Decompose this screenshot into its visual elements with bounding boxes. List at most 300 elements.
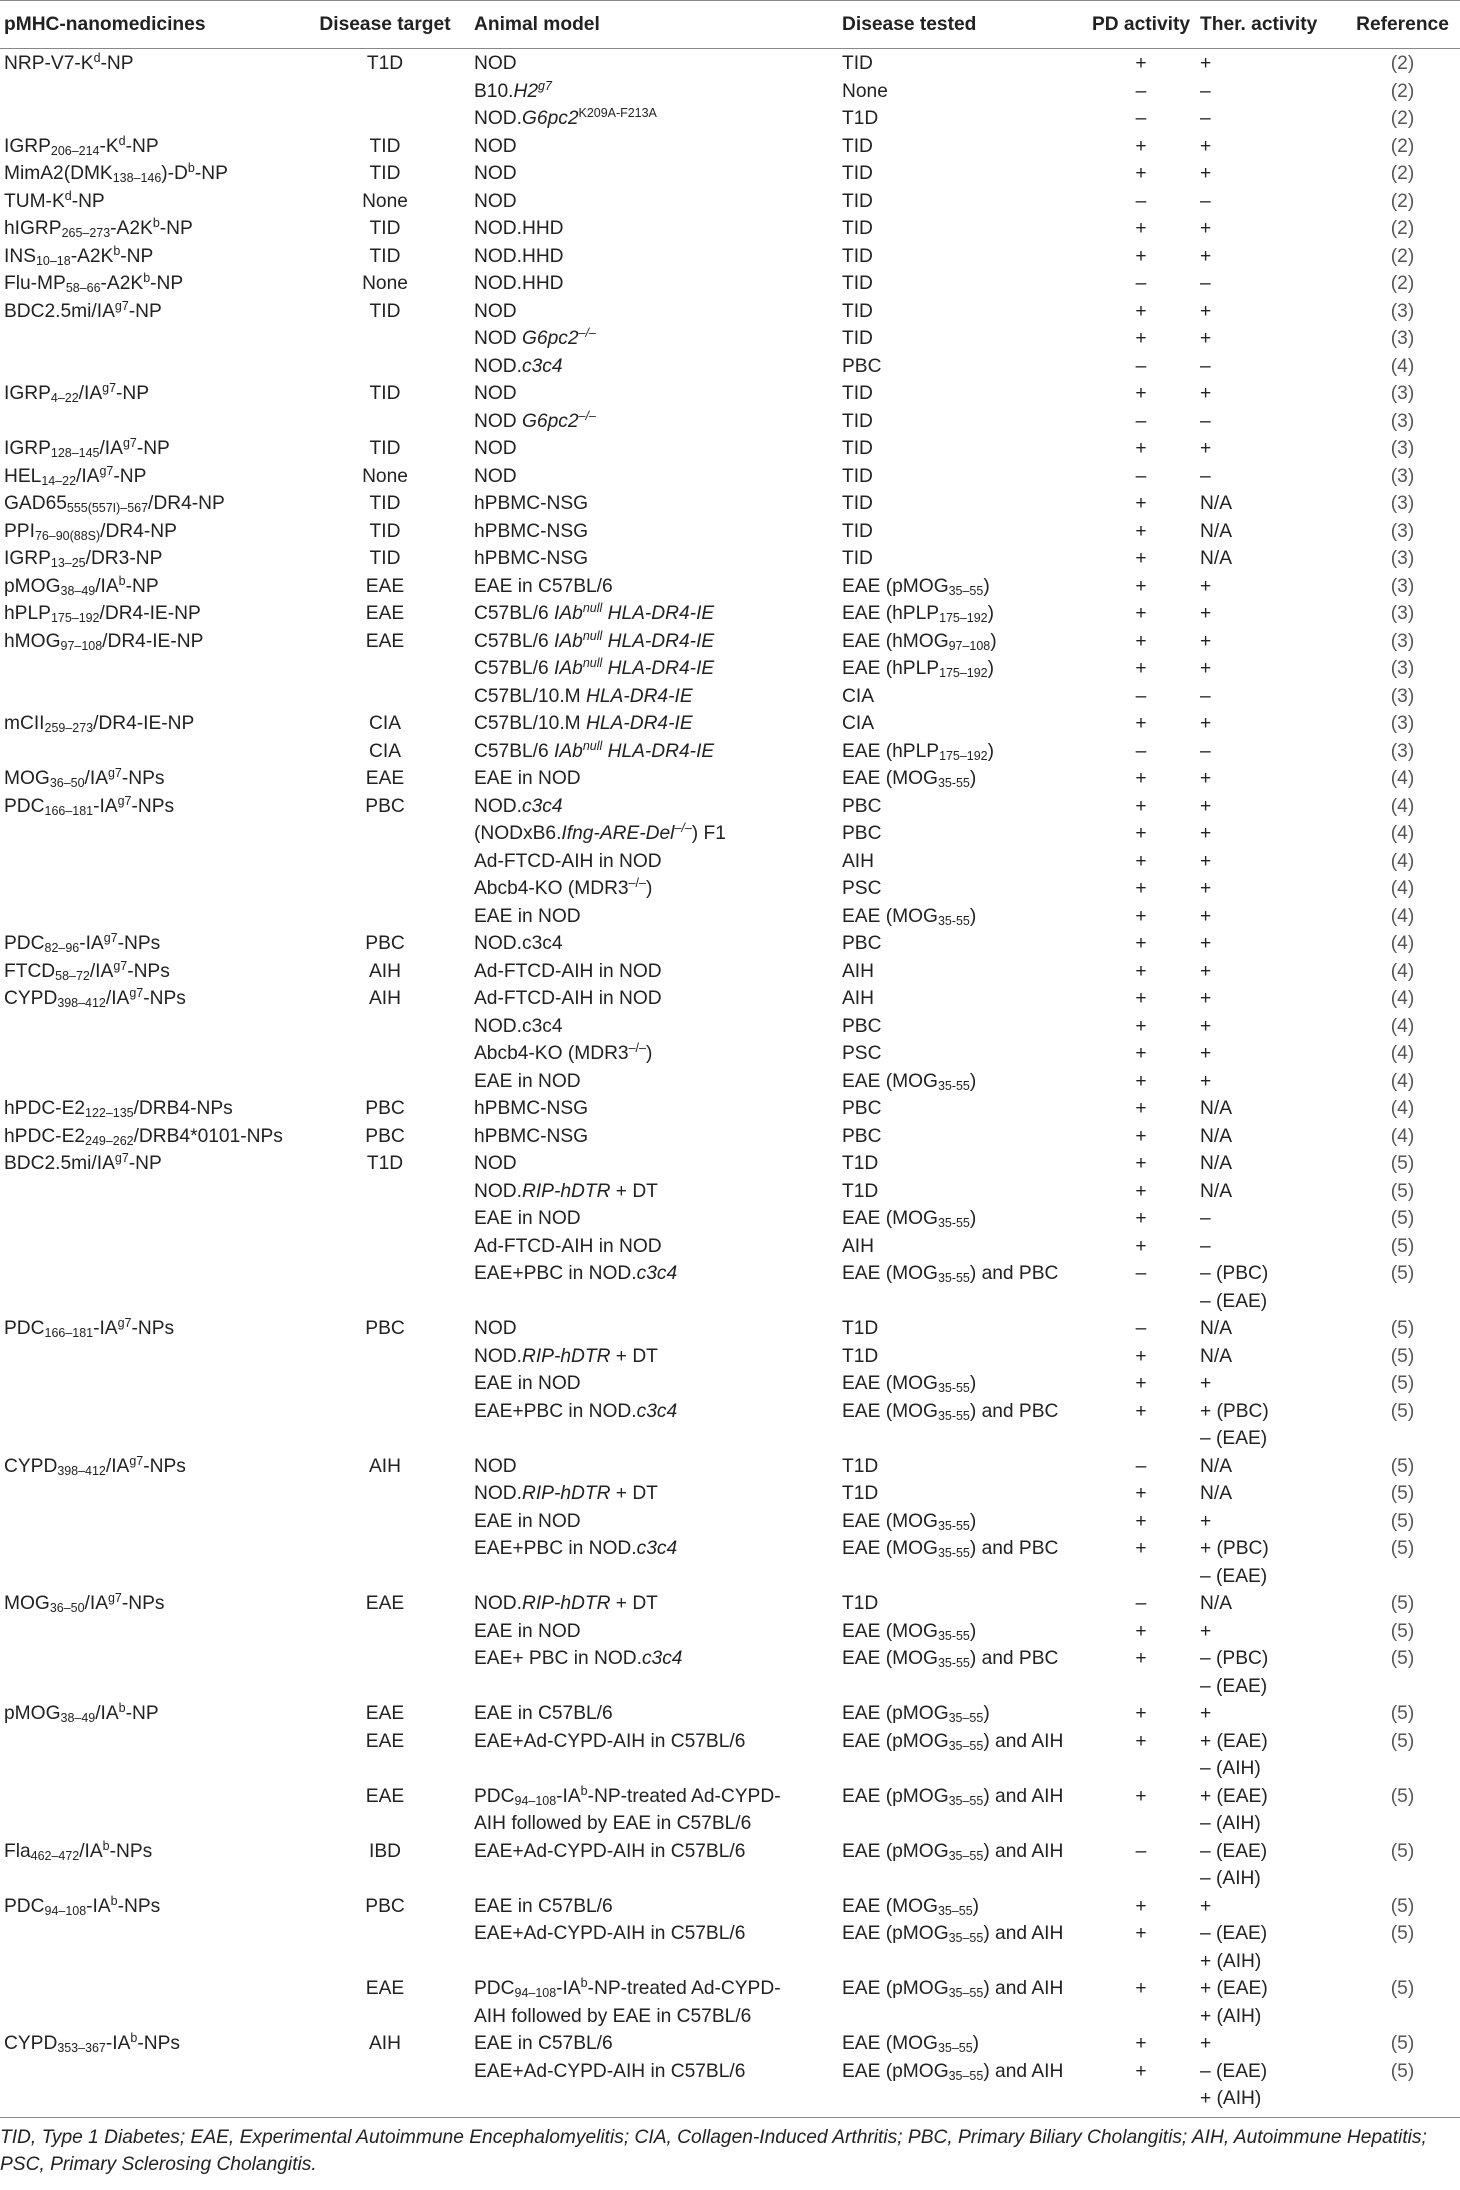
cell-disease-tested: EAE (pMOG$_{35-55}$) and AIH: [842, 1978, 1064, 2001]
cell-ther-activity: N/A: [1200, 1180, 1232, 1202]
cell-pd-activity: –: [1135, 108, 1147, 129]
table-body: [0, 49, 1460, 2113]
cell-ther-activity: +: [1200, 630, 1212, 652]
cell-disease-target: PBC: [365, 1318, 405, 1339]
cell-animal-model: $B10.H2^{g7}$: [474, 78, 552, 102]
cell-animal-model: NOD: [474, 438, 517, 459]
cell-ther-activity: +: [1200, 1043, 1212, 1064]
table-row: [0, 1233, 1460, 1261]
cell-animal-model: NOD G6pc2–/–: [474, 408, 596, 432]
cell-ther-activity: – (PBC) – (EAE): [1200, 1263, 1269, 1312]
cell-animal-model: NOD: [474, 135, 517, 157]
cell-disease-tested: PSC: [842, 1043, 882, 1064]
table-row: [0, 1590, 1460, 1618]
cell-disease-tested: EAE (pMOG$_{35-55}$) and AIH: [842, 1923, 1064, 1946]
cell-disease-tested: EAE $(MOG_{35-55})$: [842, 1510, 977, 1533]
cell-reference: (5): [1390, 2060, 1415, 2082]
cell-disease-tested: EAE (hPLP$_{175-192}$): [842, 658, 994, 681]
cell-animal-model: NOD: [474, 300, 517, 322]
cell-pd-activity: +: [1135, 2033, 1147, 2054]
cell-disease-target: AIH: [369, 2033, 401, 2054]
cell-disease-tested: EAE (pMOG$_{35-55}$) and AIH: [842, 2060, 1064, 2083]
cell-pd-activity: +: [1135, 1538, 1147, 1559]
cell-reference: (3): [1390, 630, 1415, 652]
table-row: [0, 903, 1460, 931]
cell-animal-model: NOD.HHD: [474, 218, 564, 239]
cell-reference: (3): [1390, 438, 1415, 459]
cell-pd-activity: +: [1135, 1730, 1147, 1752]
cell-pd-activity: +: [1135, 383, 1147, 404]
cell-pd-activity: +: [1135, 933, 1147, 954]
cell-reference: (2): [1390, 80, 1415, 102]
cell-ther-activity: +: [1200, 383, 1212, 404]
cell-pmhc: $CYPD_{398-412}/IA^{g7}$-NPs: [4, 1453, 186, 1478]
cell-ther-activity: +: [1200, 575, 1212, 597]
cell-pmhc: hPDC-$E2_{249-262}/DRB4*0101$-NPs: [4, 1125, 283, 1148]
cell-pmhc: $MimA2(DMK_{138-146})-D^b-NP$: [4, 161, 228, 186]
cell-ther-activity: + (PBC) – (EAE): [1200, 1400, 1269, 1449]
cell-animal-model: EAE+Ad-CYPD-AIH in C57BL/6: [474, 1840, 746, 1862]
cell-ther-activity: N/A: [1200, 520, 1232, 542]
cell-ther-activity: +: [1200, 300, 1212, 322]
cell-animal-model: EAE in C57BL/6: [474, 575, 613, 597]
cell-pd-activity: +: [1135, 1373, 1147, 1394]
cell-ther-activity: –: [1200, 410, 1211, 432]
cell-disease-tested: EAE $(MOG_{35-55})$: [842, 2033, 980, 2056]
cell-pmhc: [0, 1398, 300, 1453]
cell-disease-target: [300, 1370, 470, 1398]
cell-disease-target: [300, 1205, 470, 1233]
table-row: [0, 2058, 1460, 2113]
cell-reference: (2): [1390, 190, 1415, 212]
cell-pmhc: [0, 105, 300, 133]
cell-reference: (3): [1390, 493, 1415, 514]
cell-reference: (4): [1390, 988, 1415, 1009]
cell-disease-tested: EAE $(MOG_{35-55})$: [842, 1620, 977, 1643]
cell-disease-tested: EAE $(MOG_{35-55})$ and PBC: [842, 1648, 1059, 1671]
table-row: [0, 49, 1460, 78]
cell-pmhc: $pMOG_{38-49}/IA^b-NP$: [4, 573, 159, 598]
table-row: [0, 298, 1460, 326]
table-footnote: TID, Type 1 Diabetes; EAE, Experimental Autoimmune Encephalomyelitis; CIA, Collagen-Induced Arthritis; PBC, Primary Biliary Cholangitis; AIH, Autoimmune Hepatitis; PSC, Primary Sclerosing Cholangitis.: [0, 2117, 1460, 2178]
table-row: [0, 738, 1460, 766]
cell-ther-activity: +: [1200, 1373, 1212, 1394]
cell-pd-activity: +: [1135, 1180, 1147, 1202]
cell-pd-activity: +: [1135, 1648, 1147, 1669]
cell-disease-target: TID: [369, 438, 401, 459]
cell-ther-activity: +: [1200, 1070, 1212, 1092]
cell-ther-activity: N/A: [1200, 1125, 1232, 1147]
cell-pd-activity: +: [1135, 630, 1147, 652]
cell-disease-tested: T1D: [842, 1455, 879, 1477]
cell-ther-activity: +: [1200, 135, 1212, 157]
cell-disease-target: TID: [369, 245, 401, 267]
cell-animal-model: C57BL/10.M HLA-DR4-IE: [474, 685, 693, 707]
cell-disease-tested: TID: [842, 383, 873, 404]
table-row: [0, 958, 1460, 986]
cell-pd-activity: +: [1135, 1703, 1147, 1724]
cell-disease-tested: EAE $(MOG_{35-55})$: [842, 1373, 977, 1396]
cell-reference: (5): [1390, 1620, 1415, 1642]
cell-disease-tested: EAE (pMOG$_{35-55}$) and AIH: [842, 1730, 1064, 1753]
cell-reference: (4): [1390, 878, 1415, 899]
cell-disease-tested: TID: [842, 520, 873, 542]
cell-animal-model: NOD.HHD: [474, 273, 564, 294]
cell-ther-activity: +: [1200, 1015, 1212, 1037]
cell-disease-target: AIH: [369, 1455, 401, 1477]
cell-ther-activity: +: [1200, 245, 1212, 267]
cell-disease-tested: EAE $(MOG_{35-55})$: [842, 1208, 977, 1231]
cell-disease-tested: T1D: [842, 1483, 879, 1504]
cell-ther-activity: –: [1200, 1208, 1211, 1229]
header-animal-model: Animal model: [470, 1, 838, 49]
cell-disease-target: [300, 1535, 470, 1590]
cell-disease-target: None: [362, 190, 408, 212]
cell-disease-tested: CIA: [842, 685, 874, 707]
cell-pmhc: [0, 1178, 300, 1206]
cell-animal-model: EAE in NOD: [474, 1620, 581, 1642]
cell-disease-target: CIA: [369, 740, 401, 762]
cell-pd-activity: +: [1135, 603, 1147, 624]
cell-disease-target: PBC: [365, 933, 405, 954]
cell-pd-activity: +: [1135, 1098, 1147, 1119]
cell-disease-target: TID: [369, 218, 401, 239]
table-row: [0, 1535, 1460, 1590]
cell-disease-target: TID: [369, 520, 401, 542]
cell-ther-activity: N/A: [1200, 1098, 1232, 1119]
cell-disease-tested: TID: [842, 218, 873, 239]
cell-pmhc: [0, 1205, 300, 1233]
cell-animal-model: $PDC_{94-108}-IA^b-NP$-treated Ad-CYPD- AIH followed by EAE in C57BL/6: [474, 1783, 781, 1834]
table-row: [0, 985, 1460, 1013]
cell-animal-model: EAE+PBC in NOD.c3c4: [474, 1263, 678, 1284]
table-row: [0, 655, 1460, 683]
cell-animal-model: hPBMC-NSG: [474, 493, 589, 514]
cell-pmhc: [0, 1013, 300, 1041]
table-row: [0, 408, 1460, 436]
cell-pmhc: [0, 1920, 300, 1975]
table-row: [0, 1398, 1460, 1453]
cell-disease-target: [300, 655, 470, 683]
cell-pd-activity: +: [1135, 328, 1147, 349]
cell-pmhc: [0, 1480, 300, 1508]
cell-disease-target: None: [362, 465, 408, 487]
cell-ther-activity: –: [1200, 1235, 1211, 1257]
cell-disease-target: [300, 1508, 470, 1536]
cell-pmhc: [0, 325, 300, 353]
table-header-row: [0, 1, 1460, 49]
cell-disease-target: [300, 1040, 470, 1068]
cell-ther-activity: +: [1200, 768, 1212, 789]
cell-reference: (4): [1390, 355, 1415, 377]
cell-ther-activity: –: [1200, 685, 1211, 707]
cell-pmhc: [0, 408, 300, 436]
cell-pd-activity: –: [1135, 685, 1147, 707]
cell-reference: (5): [1390, 1455, 1415, 1477]
cell-animal-model: Abcb4-KO (MDR3–/–): [474, 1041, 653, 1064]
cell-animal-model: NOD G6pc2–/–: [474, 326, 596, 349]
cell-reference: (5): [1390, 2033, 1415, 2054]
cell-reference: (4): [1390, 823, 1415, 844]
cell-pmhc: hPDC-$E2_{122-135}/DRB4$-NPs: [4, 1098, 233, 1121]
cell-disease-target: TID: [369, 493, 401, 514]
cell-ther-activity: + (EAE) + (AIH): [1200, 1978, 1268, 2027]
cell-pmhc: [0, 1975, 300, 2030]
table-row: [0, 820, 1460, 848]
header-disease-tested: Disease tested: [838, 1, 1086, 49]
cell-reference: (3): [1390, 548, 1415, 569]
cell-disease-target: IBD: [369, 1840, 401, 1862]
cell-pd-activity: +: [1135, 1153, 1147, 1174]
cell-animal-model: EAE in NOD: [474, 1510, 581, 1532]
cell-reference: (2): [1390, 218, 1415, 239]
cell-reference: (5): [1390, 1895, 1415, 1917]
cell-reference: (3): [1390, 575, 1415, 597]
cell-animal-model: Ad-FTCD-AIH in NOD: [474, 988, 662, 1009]
cell-reference: (3): [1390, 685, 1415, 707]
cell-pmhc: NRP-$V7-K^d-NP$: [4, 51, 134, 74]
cell-disease-target: AIH: [369, 960, 401, 982]
cell-pmhc: [0, 1618, 300, 1646]
cell-reference: (3): [1390, 740, 1415, 762]
cell-animal-model: NOD.c3c4: [474, 1015, 563, 1037]
cell-animal-model: NOD: [474, 190, 517, 212]
table-row: [0, 1040, 1460, 1068]
cell-animal-model: NOD.c3c4: [474, 355, 563, 377]
table-row: [0, 1150, 1460, 1178]
cell-pmhc: $PDC_{94-108}-IA^b$-NPs: [4, 1893, 161, 1918]
cell-pd-activity: +: [1135, 575, 1147, 597]
cell-pmhc: [0, 683, 300, 711]
cell-pmhc: [0, 903, 300, 931]
cell-disease-tested: TID: [842, 465, 873, 487]
cell-pd-activity: +: [1135, 1043, 1147, 1064]
cell-animal-model: NOD.c3c4: [474, 933, 563, 954]
cell-ther-activity: – (PBC) – (EAE): [1200, 1648, 1269, 1697]
cell-pmhc: [0, 848, 300, 876]
cell-pmhc: $MOG_{36-50}/IA^{g7}$-NPs: [4, 766, 165, 791]
table-row: [0, 160, 1460, 188]
cell-ther-activity: –: [1200, 190, 1211, 212]
cell-disease-target: PBC: [365, 1125, 405, 1147]
cell-ther-activity: +: [1200, 328, 1212, 349]
cell-pmhc: $PDC_{166-181}-IA^{g7}$-NPs: [4, 1316, 175, 1341]
cell-ther-activity: +: [1200, 823, 1212, 844]
table-row: [0, 1838, 1460, 1893]
cell-pd-activity: +: [1135, 1785, 1147, 1807]
cell-disease-tested: EAE $(MOG_{35-55})$: [842, 905, 977, 928]
header-pd-activity: PD activity: [1086, 1, 1196, 49]
cell-pd-activity: +: [1135, 795, 1147, 817]
cell-pmhc: $PDC_{166-181}-IA^{g7}$-NPs: [4, 793, 175, 818]
cell-disease-tested: None: [842, 80, 888, 102]
cell-ther-activity: +: [1200, 850, 1212, 872]
cell-disease-tested: PBC: [842, 355, 882, 377]
cell-ther-activity: +: [1200, 713, 1212, 734]
cell-ther-activity: N/A: [1200, 548, 1232, 569]
cell-reference: (5): [1390, 1703, 1415, 1724]
cell-pd-activity: +: [1135, 1923, 1147, 1944]
table-row: [0, 1370, 1460, 1398]
cell-pd-activity: +: [1135, 988, 1147, 1009]
cell-disease-tested: EAE (pMOG$_{35-55}$) and AIH: [842, 1840, 1064, 1863]
cell-pd-activity: +: [1135, 658, 1147, 679]
cell-reference: (4): [1390, 795, 1415, 817]
cell-ther-activity: –: [1200, 108, 1211, 129]
cell-disease-tested: EAE $(MOG_{35-55})$: [842, 1895, 980, 1918]
cell-ther-activity: –: [1200, 80, 1211, 102]
cell-pd-activity: +: [1135, 548, 1147, 569]
cell-pmhc: $IGRP_{206-214}-K^d-NP$: [4, 133, 159, 158]
cell-pmhc: $GAD65_{555(557I)-567}/DR4-NP$: [4, 493, 225, 516]
table-row: [0, 1480, 1460, 1508]
cell-animal-model: NOD: [474, 1153, 517, 1174]
cell-animal-model: Ad-FTCD-AIH in NOD: [474, 850, 662, 872]
cell-pmhc: $Fla_{462-472}/IA^b$-NPs: [4, 1838, 153, 1863]
cell-disease-target: EAE: [365, 1703, 405, 1724]
cell-pmhc: [0, 78, 300, 106]
cell-reference: (4): [1390, 1098, 1415, 1119]
cell-ther-activity: N/A: [1200, 1455, 1232, 1477]
cell-animal-model: NOD.HHD: [474, 245, 564, 267]
table-row: [0, 1783, 1460, 1838]
cell-pd-activity: +: [1135, 1510, 1147, 1532]
cell-reference: (3): [1390, 465, 1415, 487]
cell-pmhc: $IGRP_{128-145}/IA^{g7}-NP$: [4, 436, 170, 461]
table-row: [0, 545, 1460, 573]
cell-animal-model: Ad-FTCD-AIH in NOD: [474, 1235, 662, 1257]
cell-reference: (3): [1390, 520, 1415, 542]
cell-animal-model: NOD.RIP-hDTR + DT: [474, 1483, 658, 1504]
cell-ther-activity: N/A: [1200, 1153, 1232, 1174]
cell-pmhc: hMOG$_{97-108}$/DR4-IE-NP: [4, 630, 204, 653]
cell-disease-target: EAE: [365, 1978, 405, 1999]
cell-disease-target: [300, 2058, 470, 2113]
cell-reference: (2): [1390, 53, 1415, 74]
cell-ther-activity: +: [1200, 960, 1212, 982]
cell-disease-target: TID: [369, 383, 401, 404]
cell-ther-activity: +: [1200, 53, 1212, 74]
cell-animal-model: C57BL/6 IAb$^{null}$ HLA-DR4-IE: [474, 738, 715, 762]
cell-reference: (5): [1390, 1840, 1415, 1862]
cell-pmhc: $CYPD_{398-412}/IA^{g7}$-NPs: [4, 986, 186, 1011]
cell-disease-tested: PBC: [842, 795, 882, 817]
cell-reference: (3): [1390, 410, 1415, 432]
cell-pmhc: $MOG_{36-50}/IA^{g7}$-NPs: [4, 1591, 165, 1616]
cell-animal-model: NOD: [474, 53, 517, 74]
cell-pmhc: [0, 353, 300, 381]
cell-disease-target: EAE: [365, 630, 405, 652]
cell-pmhc: [0, 820, 300, 848]
table-row: [0, 875, 1460, 903]
cell-reference: (5): [1390, 1235, 1415, 1257]
cell-disease-target: [300, 1343, 470, 1371]
cell-animal-model: EAE+Ad-CYPD-AIH in C57BL/6: [474, 2060, 746, 2082]
cell-animal-model: EAE+Ad-CYPD-AIH in C57BL/6: [474, 1730, 746, 1752]
cell-disease-tested: EAE (hMOG$_{97-108}$): [842, 630, 997, 653]
table-row: [0, 1178, 1460, 1206]
cell-pd-activity: –: [1135, 190, 1147, 212]
cell-reference: (4): [1390, 960, 1415, 982]
cell-reference: (5): [1390, 1730, 1415, 1752]
cell-animal-model: EAE in C57BL/6: [474, 1703, 613, 1724]
cell-disease-tested: EAE (hPLP$_{175-192}$): [842, 603, 994, 626]
cell-ther-activity: N/A: [1200, 1483, 1232, 1504]
cell-reference: (2): [1390, 135, 1415, 157]
cell-animal-model: NOD.RIP-hDTR + DT: [474, 1345, 658, 1367]
table-row: [0, 353, 1460, 381]
cell-animal-model: C57BL/6 IAb$^{null}$ HLA-DR4-IE: [474, 601, 715, 624]
cell-disease-target: None: [362, 273, 408, 294]
cell-disease-tested: T1D: [842, 1593, 879, 1614]
cell-ther-activity: +: [1200, 163, 1212, 184]
cell-animal-model: C57BL/6 IAb$^{null}$ HLA-DR4-IE: [474, 656, 715, 679]
cell-pmhc: $IGRP_{13-25}/DR3-NP$: [4, 548, 163, 571]
cell-ther-activity: N/A: [1200, 493, 1232, 514]
table-row: [0, 270, 1460, 298]
table-row: [0, 765, 1460, 793]
cell-animal-model: EAE in NOD: [474, 1373, 581, 1394]
cell-animal-model: NOD.c3c4: [474, 795, 563, 817]
cell-disease-tested: EAE (pMOG$_{35-55}$): [842, 575, 990, 598]
table-row: [0, 793, 1460, 821]
cell-animal-model: EAE+Ad-CYPD-AIH in C57BL/6: [474, 1923, 746, 1944]
cell-disease-target: [300, 1260, 470, 1315]
cell-disease-tested: T1D: [842, 1345, 879, 1367]
cell-pd-activity: +: [1135, 1895, 1147, 1917]
table-row: [0, 1700, 1460, 1728]
cell-ther-activity: +: [1200, 795, 1212, 817]
table-row: [0, 848, 1460, 876]
cell-pd-activity: –: [1135, 740, 1147, 762]
cell-pmhc: [0, 1068, 300, 1096]
cell-pmhc: $PDC_{82-96}-IA^{g7}$-NPs: [4, 931, 161, 956]
cell-pmhc: $FTCD_{58-72}/IA^{g7}$-NPs: [4, 958, 170, 983]
cell-disease-target: PBC: [365, 1895, 405, 1917]
cell-pd-activity: +: [1135, 1978, 1147, 1999]
cell-reference: (5): [1390, 1400, 1415, 1422]
cell-pmhc: [0, 1535, 300, 1590]
cell-reference: (2): [1390, 163, 1415, 184]
cell-pd-activity: +: [1135, 1620, 1147, 1642]
table-row: [0, 243, 1460, 271]
cell-animal-model: EAE in NOD: [474, 1208, 581, 1229]
cell-ther-activity: + (PBC) – (EAE): [1200, 1538, 1269, 1587]
cell-reference: (4): [1390, 768, 1415, 789]
table-row: [0, 600, 1460, 628]
table-row: [0, 1315, 1460, 1343]
cell-reference: (5): [1390, 1208, 1415, 1229]
cell-pd-activity: +: [1135, 245, 1147, 267]
cell-reference: (5): [1390, 1483, 1415, 1504]
table-row: [0, 518, 1460, 546]
header-disease-target: Disease target: [300, 1, 470, 49]
cell-pd-activity: –: [1135, 80, 1147, 102]
cell-reference: (5): [1390, 1318, 1415, 1339]
cell-pd-activity: –: [1135, 1840, 1147, 1862]
cell-disease-target: [300, 1178, 470, 1206]
cell-reference: (4): [1390, 1070, 1415, 1092]
table-row: [0, 490, 1460, 518]
cell-animal-model: $NOD.G6pc2^{K209A-F213A}$: [474, 106, 657, 129]
cell-disease-tested: TID: [842, 493, 873, 514]
cell-animal-model: EAE+PBC in NOD.c3c4: [474, 1400, 678, 1422]
cell-disease-target: EAE: [365, 1785, 405, 1807]
cell-disease-tested: TID: [842, 300, 873, 322]
cell-pd-activity: +: [1135, 878, 1147, 899]
cell-reference: (3): [1390, 713, 1415, 734]
cell-animal-model: NOD: [474, 383, 517, 404]
